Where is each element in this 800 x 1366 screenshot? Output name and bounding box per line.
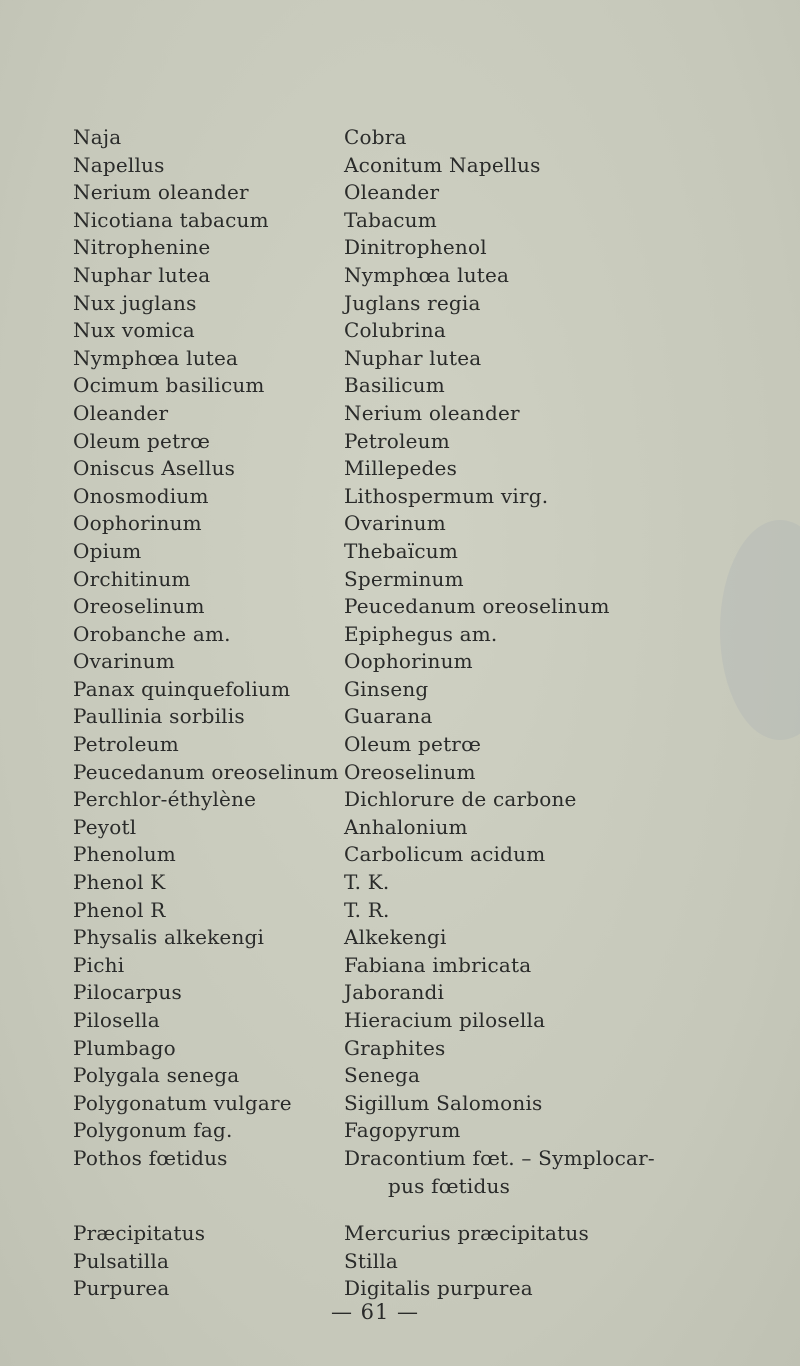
entry-row [73,566,753,594]
entry-row [73,372,753,400]
entry-name: Ocimum basilicum [73,373,265,398]
entry-synonym: Sperminum [344,566,464,591]
entry-name: Polygonum fag. [73,1118,233,1143]
entry-row [73,1062,753,1090]
entry-synonym: Carbolicum acidum [344,842,546,867]
entry-synonym: Hieracium pilosella [344,1008,546,1032]
entry-name: Phenolum [73,842,176,867]
entry-row [73,621,753,649]
entry-name: Plumbago [73,1035,176,1060]
entry-row [73,1220,753,1248]
entry-name: Nux vomica [73,318,195,343]
entry-synonym: Mercurius præcipitatus [344,1221,589,1246]
page-number [0,1300,800,1324]
entry-synonym-line2: pus fœtidus [388,1173,511,1198]
entry-synonym: Stilla [344,1248,399,1273]
entry-name: Orchitinum [73,566,191,591]
entry-row [73,179,753,207]
entry-name: Nitrophenine [73,235,211,260]
entry-synonym: Senega [344,1063,421,1088]
entry-synonym: Nerium oleander [344,400,520,425]
entry-row [73,207,753,235]
entry-synonym: Ginseng [344,676,429,701]
entry-synonym: Colubrina [344,318,446,343]
entry-synonym: Oleander [344,180,440,205]
entry-synonym: Alkekengi [344,925,447,950]
entry-row [73,924,753,952]
entry-row [73,290,753,318]
entry-synonym: Thebaïcum [344,538,459,563]
entry-row [73,124,753,152]
entry-row [73,703,753,731]
entry-group-top [73,124,753,1145]
entry-synonym: Oleum petrœ [344,732,482,757]
entry-row [73,234,753,262]
entry-synonym: Fabiana imbricata [344,952,532,977]
entry-name: Opium [73,538,142,563]
entry-row [73,869,753,897]
entry-name: Pilosella [73,1008,160,1032]
entry-row [73,483,753,511]
entry-synonym: Dichlorure de carbone [344,787,577,812]
entry-name: Oophorinum [73,511,202,536]
entry-name: Naja [73,125,122,149]
entry-synonym: Graphites [344,1035,446,1060]
entry-group-bottom [73,1220,753,1303]
entry-name: Paullinia sorbilis [73,704,245,729]
entry-row [73,786,753,814]
entry-name: Pilocarpus [73,980,182,1005]
entry-name: Oniscus Asellus [73,456,236,481]
entry-synonym: Jaborandi [344,980,445,1005]
entry-name: Pichi [73,952,125,977]
entry-name: Polygonatum vulgare [73,1090,292,1115]
entry-name: Præcipitatus [73,1221,206,1246]
entry-name: Nuphar lutea [73,262,211,287]
entry-row [73,1007,753,1035]
entry-row [73,952,753,980]
entry-row [73,1117,753,1145]
entry-name: Oreoselinum [73,594,205,619]
entry-synonym: Guarana [344,704,433,729]
entry-name: Nicotiana tabacum [73,207,269,232]
entry-synonym: Digitalis purpurea [344,1276,533,1301]
entry-synonym: Juglans regia [344,290,481,315]
entry-synonym-line1: Dracontium fœt. – Symplocar- [344,1145,655,1170]
entry-row [73,317,753,345]
entry-row [73,841,753,869]
entry-row [73,262,753,290]
entry-name: Peyotl [73,814,137,839]
entry-name: Purpurea [73,1276,170,1301]
entry-synonym: Oreoselinum [344,759,476,784]
page-number-text: — 61 — [330,1300,420,1324]
entry-row [73,510,753,538]
entry-name: Nux juglans [73,290,197,315]
entry-name: Oleander [73,400,169,425]
entry-synonym: Cobra [344,125,407,149]
entry-row [73,1035,753,1063]
entry-synonym: Nymphœa lutea [344,262,510,287]
entry-name: Petroleum [73,732,179,757]
entry-synonym: Fagopyrum [344,1118,461,1143]
entry-row [73,345,753,373]
entry-row [73,593,753,621]
entry-synonym: Peucedanum oreoselinum [344,594,610,619]
entry-row [73,455,753,483]
entry-row [73,152,753,180]
entry-name: Physalis alkekengi [73,925,265,950]
entry-synonym [344,1145,655,1200]
entry-name: Oleum petrœ [73,428,211,453]
entry-row [73,1090,753,1118]
entry-row [73,897,753,925]
entry-row [73,648,753,676]
entry-gap [73,1200,753,1220]
entry-row [73,400,753,428]
entry-row [73,1248,753,1276]
entry-row-pothos [73,1145,753,1200]
entry-row [73,979,753,1007]
entry-name: Onosmodium [73,483,209,508]
entry-name: Panax quinquefolium [73,676,291,701]
entry-name: Polygala senega [73,1063,240,1088]
entry-synonym: Sigillum Salomonis [344,1090,543,1115]
entry-synonym: Epiphegus am. [344,621,498,646]
entry-row [73,538,753,566]
synonym-list [73,124,753,1303]
entry-synonym: Dinitrophenol [344,235,487,260]
entry-name: Pothos fœtidus [73,1145,228,1170]
entry-row [73,814,753,842]
entry-name: Pulsatilla [73,1248,170,1273]
entry-row [73,428,753,456]
entry-name: Nerium oleander [73,180,249,205]
entry-synonym: Basilicum [344,373,445,398]
entry-name: Perchlor-éthylène [73,787,257,812]
entry-synonym: Aconitum Napellus [344,152,541,177]
entry-synonym: Nuphar lutea [344,345,482,370]
entry-synonym: Oophorinum [344,649,473,674]
entry-name: Nymphœa lutea [73,345,239,370]
entry-name: Ovarinum [73,649,175,674]
entry-synonym: Millepedes [344,456,458,481]
entry-synonym: Lithospermum virg. [344,483,549,508]
entry-name: Napellus [73,152,165,177]
entry-synonym: Petroleum [344,428,450,453]
entry-name: Phenol K [73,870,166,895]
entry-name: Phenol R [73,897,166,922]
entry-synonym: Anhalonium [344,814,468,839]
entry-row [73,1275,753,1303]
entry-name: Orobanche am. [73,621,231,646]
entry-name: Peucedanum oreoselinum [73,759,339,784]
entry-synonym: Tabacum [344,207,437,232]
entry-row [73,676,753,704]
entry-synonym: T. R. [344,897,390,922]
entry-synonym: Ovarinum [344,511,446,536]
entry-row [73,759,753,787]
entry-synonym: T. K. [344,870,390,895]
entry-row [73,731,753,759]
